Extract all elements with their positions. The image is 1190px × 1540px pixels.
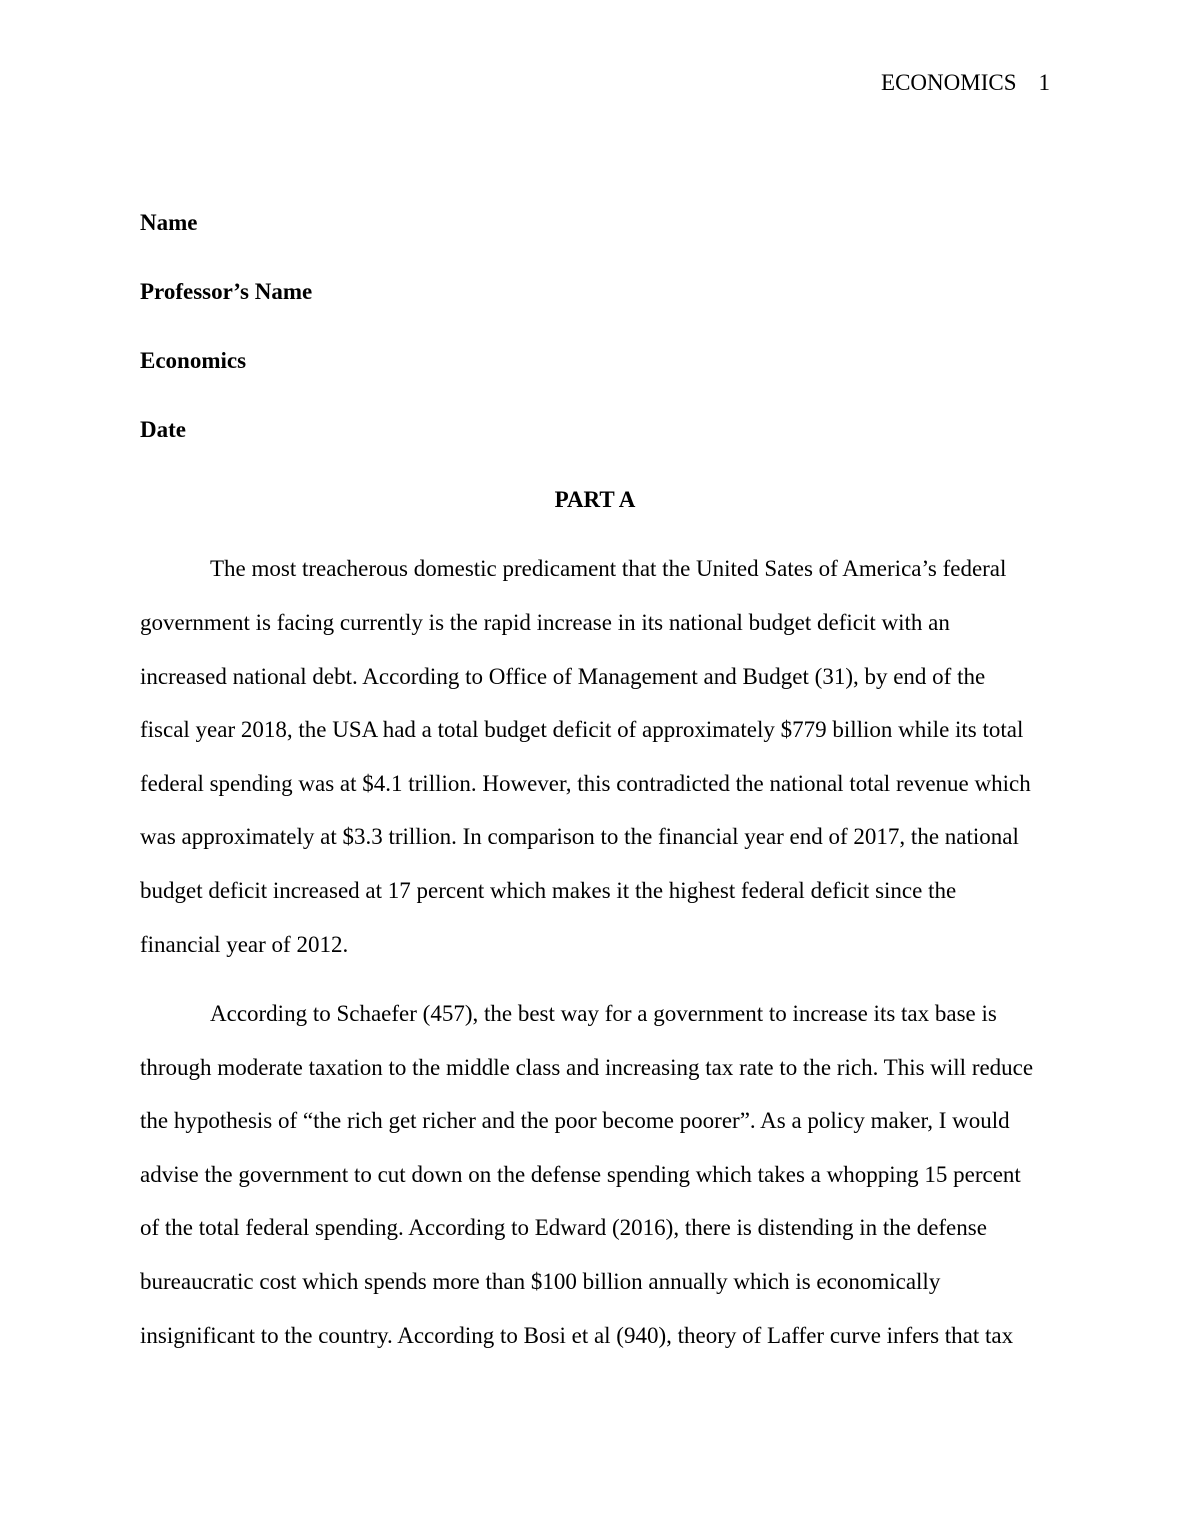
paragraph-line: advise the government to cut down on the defense spending which takes a whopping 15 percent	[140, 1162, 1021, 1187]
paragraph-line: budget deficit increased at 17 percent which makes it the highest federal deficit since the	[140, 878, 957, 903]
paragraph-line: through moderate taxation to the middle class and increasing tax rate to the rich. This will reduce	[140, 1055, 1034, 1080]
paragraph-line: bureaucratic cost which spends more than $100 billion annually which is economically	[140, 1269, 941, 1294]
page-number: 1	[1038, 70, 1050, 95]
paragraph-line: of the total federal spending. According to Edward (2016), there is distending in the defense	[140, 1215, 987, 1240]
paragraph-line: federal spending was at $4.1 trillion. However, this contradicted the national total revenue which	[140, 771, 1031, 796]
running-head	[881, 69, 1050, 97]
paragraph-line: government is facing currently is the rapid increase in its national budget deficit with an	[140, 610, 950, 635]
running-head-title: ECONOMICS	[881, 70, 1017, 95]
section-title: PART A	[554, 487, 636, 512]
paragraph-line: increased national debt. According to Office of Management and Budget (31), by end of the	[140, 664, 986, 689]
paragraph-line: was approximately at $3.3 trillion. In comparison to the financial year end of 2017, the national	[140, 824, 1019, 849]
professor-name: Professor’s Name	[140, 279, 313, 304]
paragraph-line: fiscal year 2018, the USA had a total budget deficit of approximately $779 billion while its total	[140, 717, 1024, 742]
paragraph-line: According to Schaefer (457), the best way for a government to increase its tax base is	[210, 1001, 997, 1026]
paragraph-line: the hypothesis of “the rich get richer and the poor become poorer”. As a policy maker, I would	[140, 1108, 1010, 1133]
course-name: Economics	[140, 348, 247, 373]
paragraph-line: insignificant to the country. According to Bosi et al (940), theory of Laffer curve infers that tax	[140, 1323, 1014, 1348]
date-line: Date	[140, 417, 186, 442]
paragraph-line: The most treacherous domestic predicament that the United Sates of America’s federal	[210, 556, 1007, 581]
paragraph-line: financial year of 2012.	[140, 932, 349, 957]
student-name: Name	[140, 210, 198, 235]
